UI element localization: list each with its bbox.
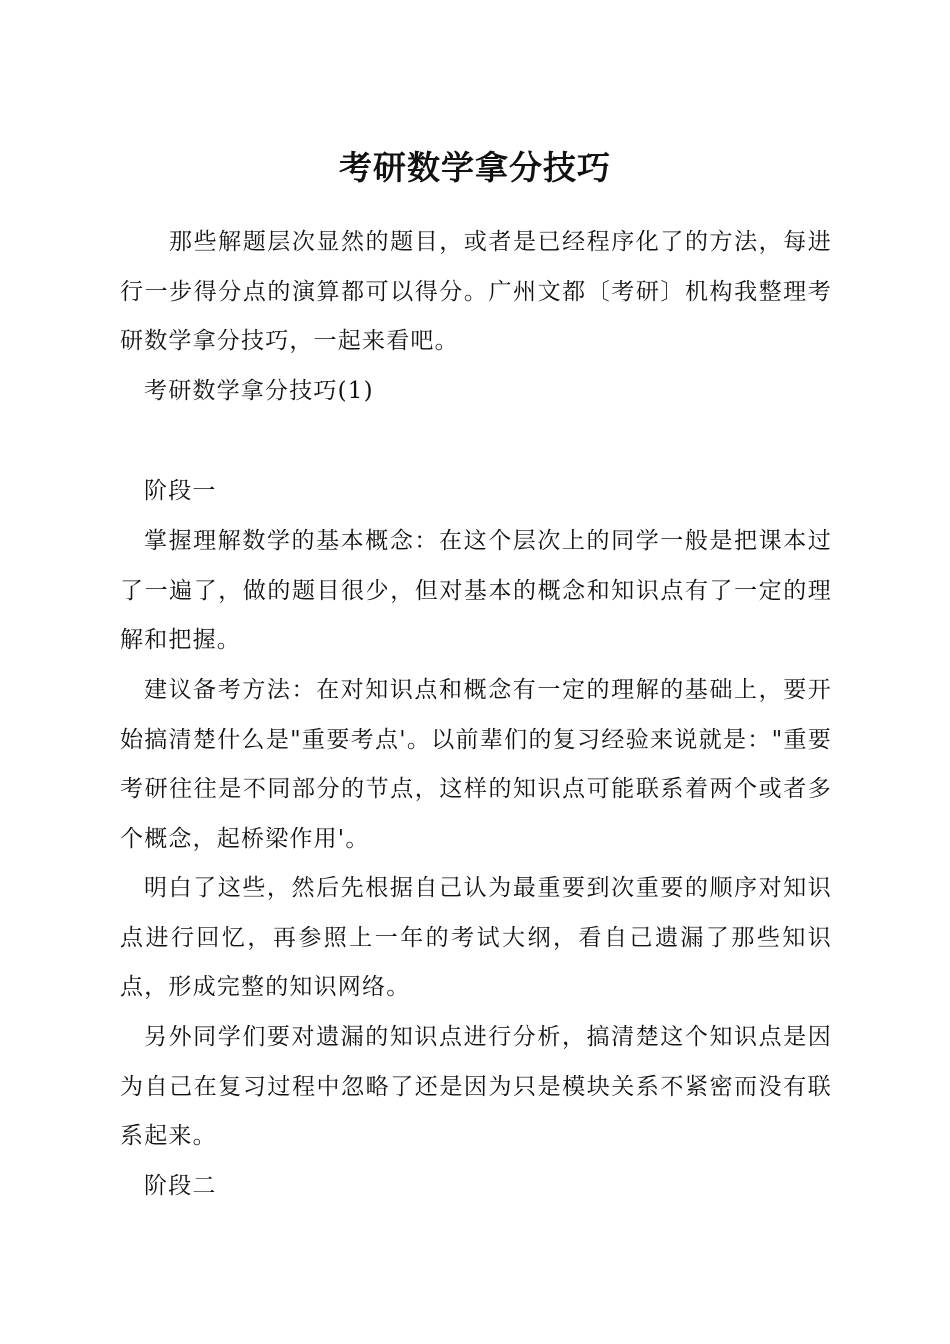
paragraph-method: 建议备考方法：在对知识点和概念有一定的理解的基础上，要开始搞清楚什么是"重要考点'。以前辈们的复习经验来说就是："重要考研往往是不同部分的节点，这样的知识点可能联系着两个或者多个概念，起桥梁作用'。 — [120, 677, 832, 852]
paragraph-analysis: 另外同学们要对遗漏的知识点进行分析，搞清楚这个知识点是因为自己在复习过程中忽略了还是因为只是模块关系不紧密而没有联系起来。 — [120, 1024, 832, 1149]
document-title: 考研数学拿分技巧 — [339, 148, 611, 187]
intro-paragraph: 那些解题层次显然的题目，或者是已经程序化了的方法，每进行一步得分点的演算都可以得分。广州文都〔考研〕机构我整理考研数学拿分技巧，一起来看吧。 — [120, 229, 832, 354]
stage-two-heading: 阶段二 — [144, 1173, 217, 1199]
stage-one-heading: 阶段一 — [144, 478, 217, 504]
section-heading: 考研数学拿分技巧(1) — [144, 378, 374, 404]
paragraph-recall: 明白了这些，然后先根据自己认为最重要到次重要的顺序对知识点进行回忆，再参照上一年的考试大纲，看自己遗漏了那些知识点，形成完整的知识网络。 — [120, 875, 832, 1000]
paragraph-concepts: 掌握理解数学的基本概念：在这个层次上的同学一般是把课本过了一遍了，做的题目很少，但对基本的概念和知识点有了一定的理解和把握。 — [120, 528, 832, 653]
